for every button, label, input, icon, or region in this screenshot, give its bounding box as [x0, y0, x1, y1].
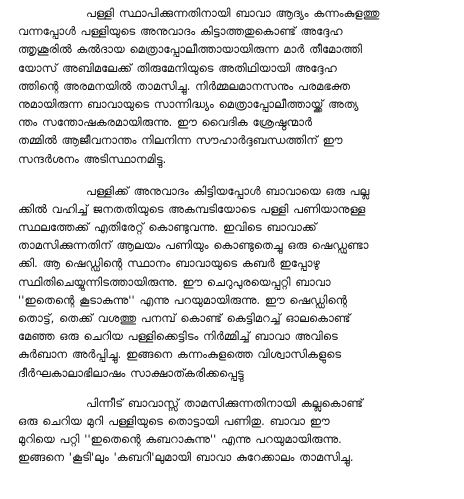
text-line: ത്തിന്റെ അരമനയിൽ താമസിച്ചു. നിർമ്മലമാനസനും പരമഭക്ത	[18, 78, 350, 93]
text-line: തൊട്ട്, തെക്ക് വശത്തു പനമ്പ് കൊണ്ട് കെട്ടിമറച്ച് ഓലകൊണ്ട്	[18, 311, 351, 325]
text-line: പള്ളി സ്ഥാപിക്കുന്നതിനായി ബാവാ ആദ്യം കന്നംകുളത്തു	[86, 6, 380, 20]
text-line: യോസ് അബിമലേക്ക് തിരുമേനിയുടെ അതിഥിയായി അദ്ദേഹ	[18, 60, 337, 75]
text-line: ദീർഘകാലാഭിലാഷം സാക്ഷാത്കരിക്കപ്പെട്ടു	[18, 365, 244, 380]
text-line: ഇങ്ങനെ 'കൂടി'ലും 'കബറി'ലുമായി ബാവാ കുറേക്കാലം താമസിച്ചു.	[18, 450, 354, 465]
text-line: സ്ഥിതിചെയ്യുന്നിടത്തായിരുന്നു. ഈ ചെറുപുരയെപ്പറ്റി ബാവാ	[18, 274, 331, 289]
paragraph-spacer	[18, 168, 454, 182]
text-line: ക്കി. ആ ഷെഡ്ഡിന്റെ സ്ഥാനം ബാവായുടെ കബർ ഇപ്പോഴു	[18, 256, 320, 271]
text-line: പിന്നീട് ബാവാസ്സ് താമസിക്കുന്നതിനായി കല്ലുകൊണ്ട്	[86, 395, 363, 410]
text-line: ത്തൃശൂരിൽ കൽദായ മെത്രാപ്പോലീത്തായായിരുന്ന മാർ തീമോത്തി	[18, 42, 363, 57]
text-line: വന്നപ്പോൾ പള്ളിയുടെ അനുവാദം കിട്ടാത്തതുകൊണ്ട് അദ്ദേഹ	[18, 24, 343, 39]
text-line: സ്ഥലത്തേക്ക് എതിരേറ്റ് കൊണ്ടുവന്നു. ഇവിടെ ബാവാക്ക്	[18, 220, 317, 235]
text-line: മേഞ്ഞ ഒരു ചെറിയ പള്ളിക്കെട്ടിടം നിർമ്മിച്ച് ബാവാ അവിടെ	[18, 329, 338, 344]
text-line: ''ഇതെന്റെ കൂടാകുന്നു'' എന്നു പറയുമായിരുന്നു. ഈ ഷെഡ്ഡിന്റെ	[18, 292, 348, 307]
text-line: തമ്മിൽ ആജീവനാന്തം നിലനിന്ന സൗഹാർദ്ദബന്ധത്തിന് ഈ	[18, 133, 343, 148]
text-line: സന്ദർശനം അടിസ്ഥാനമിട്ടു.	[18, 151, 167, 166]
text-line: പള്ളിക്ക് അനുവാദം കിട്ടിയപ്പോൾ ബാവായെ ഒരു പല്ല	[86, 183, 370, 198]
text-line: മുറിയെ പറ്റി ''ഇതെന്റെ കബറാകുന്നു'' എന്നു പറയുമായിരുന്നു.	[18, 432, 342, 447]
text-line: ക്കിൽ വഹിച്ച് ജനതതിയുടെ അകമ്പടിയോടെ പള്ളി പണിയാനുള്ള	[18, 201, 366, 216]
paragraph-spacer	[18, 382, 454, 394]
text-line: താമസിക്കുന്നതിന് ആലയം പണിയും കൊണ്ടുതെച്ചു ഒരു ഷെഡ്ഡുണ്ടാ	[18, 238, 369, 253]
paragraph-2	[18, 182, 454, 382]
paragraph-1	[18, 4, 454, 168]
paragraph-3	[18, 394, 454, 467]
text-line: ഒരു ചെറിയ മുറി പള്ളിയുടെ തൊട്ടായി പണിതു. ബാവാ ഈ	[18, 413, 330, 428]
text-line: കുർബാന അർപ്പിച്ചു. ഇങ്ങനെ കന്നംകുളത്തെ വിശ്വാസികളുടെ	[18, 347, 342, 362]
text-line: ന്തം സന്തോഷകരമായിരുന്നു. ഈ വൈദിക ശ്രേഷ്ഠന്മാർ	[18, 115, 313, 130]
text-line: നുമായിരുന്ന ബാവായുടെ സാന്നിദ്ധ്യം മെത്രാപ്പോലീത്തായ്ക്ക് അത്യ	[18, 96, 359, 111]
